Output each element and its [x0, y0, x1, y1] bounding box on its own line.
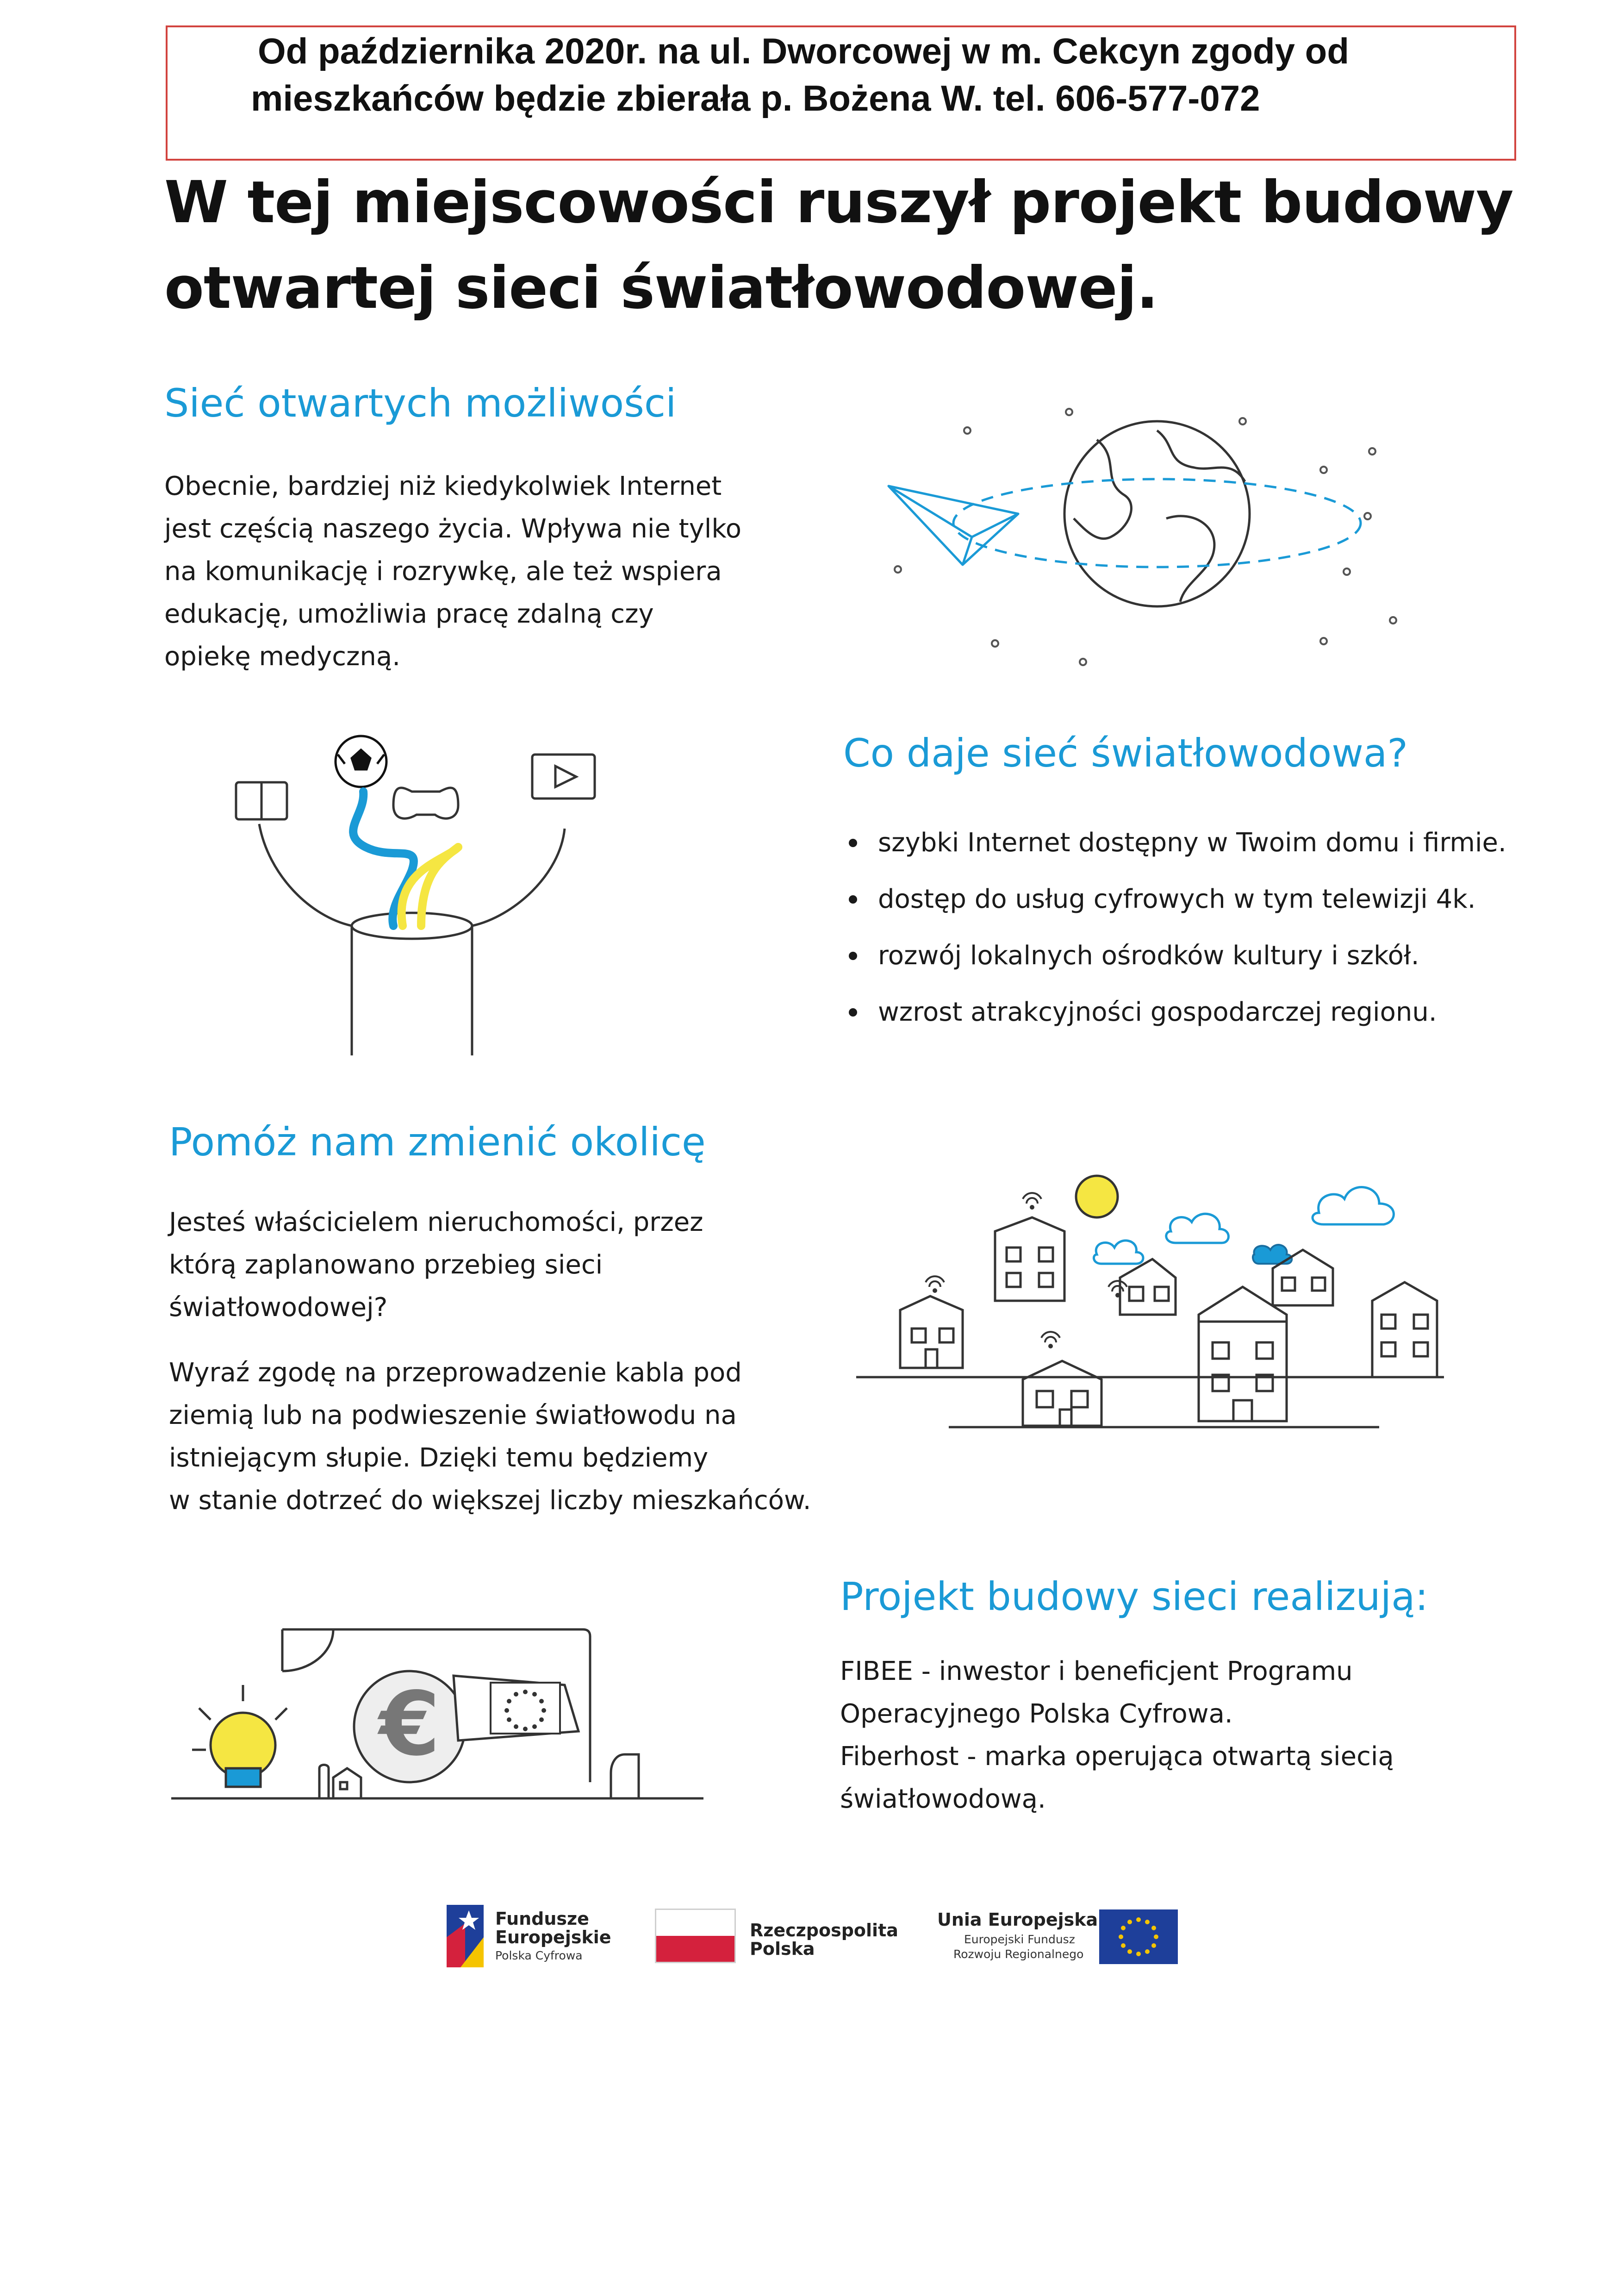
fe-logo-line-1: Fundusze [495, 1909, 589, 1929]
list-item: rozwój lokalnych ośrodków kultury i szkół. [843, 928, 1506, 984]
page-title-line-1: W tej miejscowości ruszył projekt budowy [164, 169, 1513, 236]
star-dot [1239, 418, 1246, 424]
page-title [164, 160, 1553, 331]
sun-icon [1076, 1176, 1118, 1217]
star-dot [1390, 617, 1396, 624]
text-line: jest częścią naszego życia. Wpływa nie tylko [164, 514, 742, 544]
cloud-icon [1094, 1241, 1143, 1264]
funding-illustration [171, 1616, 708, 1815]
polish-flag-icon [655, 1909, 736, 1963]
tree-icon [319, 1765, 329, 1799]
house-icon [1199, 1287, 1287, 1421]
benefits-list [843, 815, 1506, 1041]
ue-logo-line-3: Rozwoju Regionalnego [953, 1947, 1084, 1961]
star-dot [1080, 659, 1086, 665]
globe-icon [1064, 421, 1250, 606]
star-dot [895, 566, 901, 573]
star-dot [1344, 568, 1350, 575]
star-dot [964, 427, 971, 434]
video-screen-icon [532, 755, 595, 799]
text-line: opiekę medyczną. [164, 642, 400, 672]
orbit-line [953, 479, 1361, 567]
text-line: na komunikację i rozrywkę, ale też wspiera [164, 556, 722, 586]
rp-logo-line-1: Rzeczpospolita [750, 1920, 898, 1940]
section-text-partners [840, 1650, 1394, 1821]
star-dot [1369, 448, 1375, 455]
text-line: w stanie dotrzeć do większej liczby mieszkańców. [169, 1485, 811, 1516]
house-icon [1372, 1282, 1437, 1377]
text-line: Operacyjnego Polska Cyfrowa. [840, 1699, 1233, 1729]
rp-logo-line-2: Polska [750, 1939, 815, 1959]
houses-illustration [856, 1148, 1458, 1440]
text-line: ziemią lub na podwieszenie światłowodu na [169, 1400, 737, 1430]
text-line: Obecnie, bardziej niż kiedykolwiek Internet [164, 471, 722, 501]
text-line: którą zaplanowano przebieg sieci [169, 1250, 603, 1280]
section-heading-open-network: Sieć otwartych możliwości [164, 381, 677, 426]
eu-flag-icon [1099, 1909, 1178, 1964]
lightbulb-icon [192, 1685, 287, 1787]
page-title-line-2: otwartej sieci światłowodowej. [164, 255, 1158, 322]
paper-plane-icon [889, 486, 1018, 565]
section-heading-benefits: Co daje sieć światłowodowa? [843, 730, 1408, 776]
globe-paper-plane-illustration [879, 389, 1435, 676]
gamepad-icon [393, 788, 458, 818]
cloud-icon [1313, 1187, 1394, 1224]
notice-line-2: mieszkańców będzie zbierała p. Bożena W. tel. 606-577-072 [251, 78, 1260, 119]
text-line: edukację, umożliwia pracę zdalną czy [164, 599, 654, 629]
list-item: wzrost atrakcyjności gospodarczej regionu. [843, 984, 1506, 1041]
thumbs-up-icon [611, 1754, 639, 1798]
text-line: FIBEE - inwestor i beneficjent Programu [840, 1656, 1353, 1686]
section-heading-help: Pomóż nam zmienić okolicę [169, 1119, 706, 1165]
house-icon [900, 1296, 963, 1368]
text-line: istniejącym słupie. Dzięki temu będziemy [169, 1443, 709, 1473]
text-line: Fiberhost - marka operująca otwartą siecią [840, 1741, 1394, 1772]
fiber-cable-illustration [227, 722, 620, 1055]
ue-logo-line-2: Europejski Fundusz [964, 1933, 1075, 1946]
ue-logo-line-1: Unia Europejska [937, 1909, 1098, 1930]
section-heading-partners: Projekt budowy sieci realizują: [840, 1574, 1428, 1619]
cloud-icon [1166, 1214, 1229, 1243]
section-text-help-consent [169, 1352, 811, 1522]
logos-row [447, 1905, 1624, 1970]
text-line: światłowodową. [840, 1784, 1046, 1814]
star-dot [992, 640, 998, 647]
star-dot [1320, 638, 1327, 644]
house-icon [995, 1217, 1064, 1301]
text-line: Jesteś właścicielem nieruchomości, przez [169, 1207, 703, 1237]
notice-line-1: Od października 2020r. na ul. Dworcowej w m. Cekcyn zgody od [258, 31, 1349, 71]
notice-box [166, 25, 1516, 161]
house-icon [1023, 1361, 1101, 1426]
text-line: światłowodowej? [169, 1292, 388, 1323]
star-dot [1364, 513, 1371, 519]
star-dot [1066, 409, 1072, 415]
fe-logo-line-2: Europejskie [495, 1927, 611, 1947]
list-item: szybki Internet dostępny w Twoim domu i firmie. [843, 815, 1506, 871]
section-text-help-question [169, 1201, 703, 1329]
house-icon [1120, 1259, 1176, 1315]
fundusze-europejskie-logo [447, 1905, 484, 1967]
fe-logo-line-3: Polska Cyfrowa [495, 1949, 583, 1962]
eu-flag-icon [454, 1676, 579, 1741]
soccer-ball-icon [336, 736, 386, 787]
list-item: dostęp do usług cyfrowych w tym telewizji 4k. [843, 871, 1506, 928]
section-text-open-network [164, 465, 741, 678]
text-line: Wyraź zgodę na przeprowadzenie kabla pod [169, 1358, 742, 1388]
star-dot [1320, 467, 1327, 473]
euro-sign: € [379, 1673, 441, 1775]
